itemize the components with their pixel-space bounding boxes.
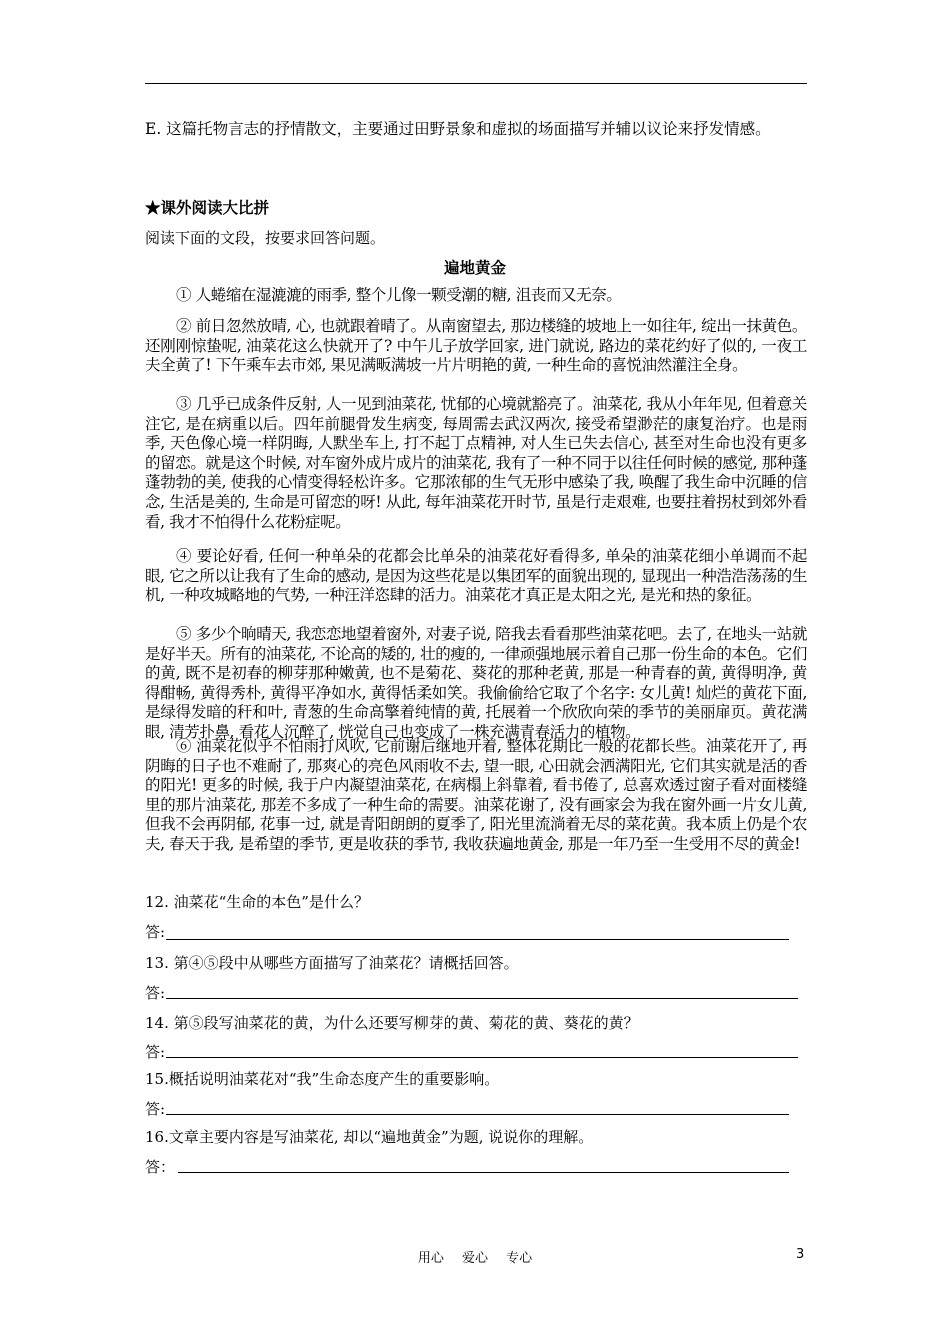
answer-label-16: 答： bbox=[145, 1158, 176, 1176]
answer-label-14: 答: bbox=[145, 1043, 166, 1061]
paragraph-3: ③ 几乎已成条件反射, 人一见到油菜花, 忧郁的心境就豁亮了。油菜花, 我从小年年见, 但着意关注它, 是在病重以后。四年前腿骨发生病变, 每周需去武汉两次, 接受希望渺茫的康复治疗。也是雨季, 天色像心境一样阴晦, 人默坐车上, 打不起丁点精神, 对人生已失去信心, 甚至对生命也没有更多的留恋。就是这个时候, 对车窗外成片成片的油菜花, 我有了一种不同于以往任何时候的感觉, 那种蓬蓬勃勃的美, 使我的心情变得轻松许多。它那浓郁的生气无形中感染了我, 唤醒了我生命中沉睡的信念, 生活是美的, 生命是可留恋的呀! 从此, 每年油菜花开时节, 虽是行走艰难, 也要拄着拐杖到郊外看看, 我才不怕得什么花粉症呢。 bbox=[145, 395, 807, 531]
answer-label-12: 答: bbox=[145, 923, 166, 941]
question-13: 13. 第④⑤段中从哪些方面描写了油菜花？请概括回答。 bbox=[145, 954, 519, 972]
option-e: E. 这篇托物言志的抒情散文，主要通过田野景象和虚拟的场面描写并辅以议论来抒发情感。 bbox=[145, 120, 771, 138]
paragraph-5: ⑤ 多少个晌晴天, 我恋恋地望着窗外, 对妻子说, 陪我去看看那些油菜花吧。去了, 在地头一站就是好半天。所有的油菜花, 不论高的矮的, 壮的瘦的, 一律顽强地展示着自己那一份生命的本色。它们的黄, 既不是初春的柳芽那种嫩黄, 也不是菊花、葵花的那种老黄, 那是一种青春的黄, 黄得明净, 黄得酣畅, 黄得秀朴, 黄得平净如水, 黄得恬柔如笑。我偷偷给它取了个名字: 女儿黄! 灿烂的黄花下面, 是绿得发暗的秆和叶, 青葱的生命高擎着纯情的黄, 托展着一个欣欣向荣的季节的美丽扉页。黄花满眼, 清芳扑鼻, 看花人沉醉了, 恍觉自己也变成了一株充满青春活力的植物。 bbox=[145, 625, 807, 741]
answer-line-14[interactable] bbox=[166, 1057, 798, 1058]
answer-line-15[interactable] bbox=[166, 1114, 789, 1115]
answer-label-13: 答: bbox=[145, 984, 166, 1002]
answer-line-13[interactable] bbox=[166, 998, 798, 999]
question-14: 14. 第⑤段写油菜花的黄，为什么还要写柳芽的黄、菊花的黄、葵花的黄？ bbox=[145, 1014, 639, 1032]
article-title: 遍地黄金 bbox=[443, 258, 506, 277]
paragraph-4: ④ 要论好看, 任何一种单朵的花都会比单朵的油菜花好看得多, 单朵的油菜花细小单调而不起眼, 它之所以让我有了生命的感动, 是因为这些花是以集团军的面貌出现的, 显现出一种浩浩荡荡的生机, 一种攻城略地的气势, 一种汪洋恣肆的活力。油菜花才真正是太阳之光, 是光和热的象征。 bbox=[145, 547, 807, 605]
section-title: ★课外阅读大比拼 bbox=[145, 198, 270, 217]
paragraph-2: ② 前日忽然放晴, 心, 也就跟着晴了。从南窗望去, 那边楼缝的坡地上一如往年, 绽出一抹黄色。还刚刚惊蛰呢, 油菜花这么快就开了? 中午儿子放学回家, 进门就说, 路边的菜花约好了似的, 一夜工夫全黄了! 下午乘车去市郊, 果见满畈满坡一片片明艳的黄, 一种生命的喜悦油然灌注全身。 bbox=[145, 317, 807, 375]
question-16: 16.文章主要内容是写油菜花, 却以“遍地黄金”为题, 说说你的理解。 bbox=[145, 1128, 594, 1146]
answer-label-15: 答: bbox=[145, 1100, 166, 1118]
answer-line-12[interactable] bbox=[166, 939, 789, 940]
instruction: 阅读下面的文段，按要求回答问题。 bbox=[145, 229, 386, 247]
footer-text: 用心 爱心 专心 bbox=[417, 1251, 533, 1266]
question-12: 12. 油菜花“生命的本色”是什么？ bbox=[145, 893, 369, 911]
question-15: 15.概括说明油菜花对“我”生命态度产生的重要影响。 bbox=[145, 1070, 500, 1088]
header-rule bbox=[145, 83, 807, 84]
answer-line-16[interactable] bbox=[178, 1172, 789, 1173]
page-number: 3 bbox=[796, 1247, 805, 1262]
paragraph-1: ① 人蜷缩在湿漉漉的雨季, 整个儿像一颗受潮的糖, 沮丧而又无奈。 bbox=[176, 286, 622, 304]
paragraph-6: ⑥ 油菜花似乎不怕雨打风吹, 它前谢后继地开着, 整体花期比一般的花都长些。油菜花开了, 再阴晦的日子也不难耐了, 那爽心的亮色风雨收不去, 望一眼, 心田就会洒满阳光, 它们其实就是活的香的阳光! 更多的时候, 我于户内凝望油菜花, 在病榻上斜靠着, 看书倦了, 总喜欢透过窗子看对面楼缝里的那片油菜花, 那差不多成了一种生命的需要。油菜花谢了, 没有画家会为我在窗外画一片女儿黄, 但我不会再阴郁, 花事一过, 就是青阳朗朗的夏季了, 阳光里流淌着无尽的菜花黄。我本质上仍是个农夫, 春天于我, 是希望的季节, 更是收获的季节, 我收获遍地黄金, 那是一年乃至一生受用不尽的黄金! bbox=[145, 737, 807, 853]
